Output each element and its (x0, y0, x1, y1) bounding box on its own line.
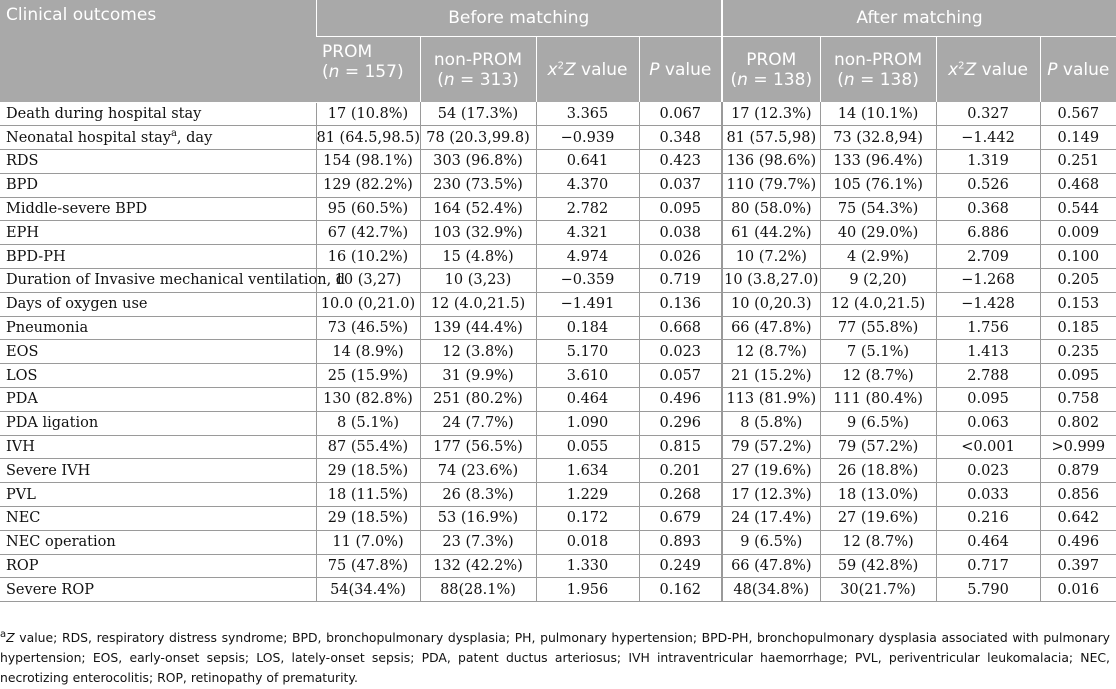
after-stat-cell: 0.526 (936, 173, 1040, 197)
after-prom-cell: 17 (12.3%) (722, 483, 820, 507)
outcome-label-cell (0, 578, 316, 602)
before-prom-cell: 17 (10.8%) (316, 102, 420, 126)
after-p-cell: 0.153 (1040, 292, 1116, 316)
after-prom-cell: 24 (17.4%) (722, 507, 820, 531)
after-stat-cell: <0.001 (936, 435, 1040, 459)
header-after-stat (936, 37, 1040, 103)
after-prom-cell: 12 (8.7%) (722, 340, 820, 364)
after-nonprom-cell: 4 (2.9%) (820, 245, 936, 269)
before-p-cell: 0.037 (639, 173, 722, 197)
after-prom-cell: 66 (47.8%) (722, 554, 820, 578)
before-p-cell: 0.719 (639, 269, 722, 293)
before-p-cell: 0.026 (639, 245, 722, 269)
outcome-label: Death during hospital stay (6, 105, 202, 122)
header-clinical-outcomes: Clinical outcomes (0, 0, 316, 102)
table-row (0, 173, 1116, 197)
before-nonprom-cell: 31 (9.9%) (420, 364, 536, 388)
after-stat-cell: −1.268 (936, 269, 1040, 293)
table-row (0, 459, 1116, 483)
after-nonprom-cell: 77 (55.8%) (820, 316, 936, 340)
table-body (0, 102, 1116, 602)
before-p-cell: 0.815 (639, 435, 722, 459)
after-prom-cell: 8 (5.8%) (722, 411, 820, 435)
before-stat-cell: 5.170 (536, 340, 639, 364)
before-prom-cell: 154 (98.1%) (316, 150, 420, 174)
outcome-label: RDS (6, 153, 39, 170)
after-p-cell: 0.100 (1040, 245, 1116, 269)
before-p-cell: 0.038 (639, 221, 722, 245)
after-stat-cell: 0.464 (936, 530, 1040, 554)
before-prom-cell: 10 (3,27) (316, 269, 420, 293)
outcome-label: PDA (6, 391, 38, 408)
after-prom-cell: 17 (12.3%) (722, 102, 820, 126)
value-word: value (664, 59, 712, 80)
table-row (0, 126, 1116, 150)
after-prom-cell: 79 (57.2%) (722, 435, 820, 459)
outcome-label-cell (0, 411, 316, 435)
before-stat-cell: 1.090 (536, 411, 639, 435)
before-nonprom-cell: 12 (4.0,21.5) (420, 292, 536, 316)
after-stat-cell: 2.788 (936, 364, 1040, 388)
table-footnote (0, 628, 1110, 688)
before-nonprom-cell: 132 (42.2%) (420, 554, 536, 578)
after-p-cell: 0.009 (1040, 221, 1116, 245)
outcome-label: LOS (6, 367, 38, 384)
after-prom-cell: 136 (98.6%) (722, 150, 820, 174)
after-stat-cell: 0.063 (936, 411, 1040, 435)
outcome-label-cell (0, 554, 316, 578)
outcome-label-cell (0, 340, 316, 364)
x-symbol: x (948, 59, 959, 80)
table-row (0, 150, 1116, 174)
before-nonprom-cell: 78 (20.3,99.8) (420, 126, 536, 150)
before-prom-cell: 67 (42.7%) (316, 221, 420, 245)
before-p-cell: 0.423 (639, 150, 722, 174)
table-row (0, 530, 1116, 554)
table-row (0, 435, 1116, 459)
after-nonprom-cell: 12 (4.0,21.5) (820, 292, 936, 316)
prom-label: PROM (322, 42, 373, 62)
outcome-label-cell (0, 435, 316, 459)
before-prom-cell: 29 (18.5%) (316, 507, 420, 531)
before-p-cell: 0.201 (639, 459, 722, 483)
before-prom-cell: 10.0 (0,21.0) (316, 292, 420, 316)
before-stat-cell: 0.184 (536, 316, 639, 340)
header-before-matching: Before matching (316, 0, 722, 37)
before-stat-cell: 0.641 (536, 150, 639, 174)
after-stat-cell: 6.886 (936, 221, 1040, 245)
table-row (0, 578, 1116, 602)
after-stat-cell: 0.717 (936, 554, 1040, 578)
before-nonprom-cell: 10 (3,23) (420, 269, 536, 293)
before-stat-cell: 4.321 (536, 221, 639, 245)
header-after-matching: After matching (722, 0, 1116, 37)
before-stat-cell: −0.939 (536, 126, 639, 150)
after-prom-cell: 10 (3.8,27.0) (722, 269, 820, 293)
outcome-label-cell (0, 245, 316, 269)
after-nonprom-cell: 18 (13.0%) (820, 483, 936, 507)
header-after-prom: PROM (n = 138) (722, 37, 820, 103)
before-nonprom-cell: 54 (17.3%) (420, 102, 536, 126)
after-stat-cell: 1.319 (936, 150, 1040, 174)
before-p-cell: 0.348 (639, 126, 722, 150)
n-value: 138 (772, 69, 806, 90)
before-nonprom-cell: 139 (44.4%) (420, 316, 536, 340)
before-p-cell: 0.679 (639, 507, 722, 531)
outcome-label: EOS (6, 343, 39, 360)
footnote-text: value; RDS, respiratory distress syndrome; BPD, bronchopulmonary dysplasia; PH, pulmonary hypertension; BPD-PH, bronchopulmonary dysplasia associated with pulmonary hypertension; EOS, early-onset sepsis; LOS, lately-onset sepsis; PDA, patent ductus arteriosus; IVH intraventricular haemorrhage; PVL, periventricular leukomalacia; NEC, necrotizing enterocolitis; ROP, retinopathy of prematurity. (0, 630, 1110, 685)
after-nonprom-cell: 12 (8.7%) (820, 364, 936, 388)
p-symbol: P (649, 59, 660, 80)
before-stat-cell: 4.974 (536, 245, 639, 269)
before-prom-cell: 29 (18.5%) (316, 459, 420, 483)
outcome-label-cell (0, 483, 316, 507)
after-p-cell: 0.251 (1040, 150, 1116, 174)
before-p-cell: 0.023 (639, 340, 722, 364)
before-prom-cell: 75 (47.8%) (316, 554, 420, 578)
before-p-cell: 0.249 (639, 554, 722, 578)
after-nonprom-cell: 27 (19.6%) (820, 507, 936, 531)
before-prom-cell: 25 (15.9%) (316, 364, 420, 388)
after-p-cell: 0.468 (1040, 173, 1116, 197)
before-stat-cell: −1.491 (536, 292, 639, 316)
before-prom-cell: 81 (64.5,98.5) (316, 126, 420, 150)
after-stat-cell: −1.442 (936, 126, 1040, 150)
before-nonprom-cell: 23 (7.3%) (420, 530, 536, 554)
outcome-label: BPD-PH (6, 248, 66, 265)
after-prom-cell: 81 (57.5,98) (722, 126, 820, 150)
after-p-cell: 0.235 (1040, 340, 1116, 364)
after-p-cell: >0.999 (1040, 435, 1116, 459)
table-row (0, 340, 1116, 364)
after-nonprom-cell: 111 (80.4%) (820, 388, 936, 412)
before-stat-cell: −0.359 (536, 269, 639, 293)
after-stat-cell: 2.709 (936, 245, 1040, 269)
before-p-cell: 0.095 (639, 197, 722, 221)
after-p-cell: 0.496 (1040, 530, 1116, 554)
p-symbol: P (1047, 59, 1058, 80)
before-nonprom-cell: 53 (16.9%) (420, 507, 536, 531)
after-nonprom-cell: 105 (76.1%) (820, 173, 936, 197)
table-row (0, 316, 1116, 340)
before-p-cell: 0.296 (639, 411, 722, 435)
outcome-label-cell (0, 173, 316, 197)
outcome-label-cell (0, 507, 316, 531)
header-after-p (1040, 37, 1116, 103)
before-stat-cell: 2.782 (536, 197, 639, 221)
outcome-label-cell (0, 102, 316, 126)
after-nonprom-cell: 9 (6.5%) (820, 411, 936, 435)
table-row (0, 269, 1116, 293)
outcome-label: ROP (6, 558, 39, 575)
after-prom-cell: 9 (6.5%) (722, 530, 820, 554)
after-nonprom-cell: 26 (18.8%) (820, 459, 936, 483)
outcome-label: BPD (6, 177, 39, 194)
after-prom-cell: 27 (19.6%) (722, 459, 820, 483)
outcome-label-cell (0, 269, 346, 293)
before-p-cell: 0.668 (639, 316, 722, 340)
after-nonprom-cell: 7 (5.1%) (820, 340, 936, 364)
x-sup: 2 (958, 59, 965, 71)
z-symbol: Z (964, 59, 977, 80)
n-symbol: n (328, 62, 340, 82)
header-row-groups (0, 0, 1116, 37)
table-row (0, 364, 1116, 388)
outcome-label: NEC (6, 510, 41, 527)
outcome-label: Neonatal hospital stay (6, 129, 171, 146)
before-stat-cell: 3.365 (536, 102, 639, 126)
after-prom-cell: 80 (58.0%) (722, 197, 820, 221)
before-nonprom-cell: 177 (56.5%) (420, 435, 536, 459)
footnote-z-symbol: Z (6, 630, 15, 645)
after-nonprom-cell: 9 (2,20) (820, 269, 936, 293)
outcome-label: Middle-severe BPD (6, 201, 148, 218)
after-prom-cell: 10 (0,20.3) (722, 292, 820, 316)
x-sup: 2 (557, 59, 564, 71)
table-row (0, 221, 1116, 245)
nonprom-label: non-PROM (833, 49, 923, 70)
after-prom-cell: 21 (15.2%) (722, 364, 820, 388)
before-prom-cell: 130 (82.8%) (316, 388, 420, 412)
before-prom-cell: 95 (60.5%) (316, 197, 420, 221)
before-p-cell: 0.057 (639, 364, 722, 388)
after-p-cell: 0.095 (1040, 364, 1116, 388)
after-nonprom-cell: 133 (96.4%) (820, 150, 936, 174)
before-stat-cell: 0.018 (536, 530, 639, 554)
before-stat-cell: 0.172 (536, 507, 639, 531)
before-stat-cell: 1.330 (536, 554, 639, 578)
before-stat-cell: 1.229 (536, 483, 639, 507)
header-before-p (639, 37, 722, 103)
before-prom-cell: 73 (46.5%) (316, 316, 420, 340)
value-word: value (981, 59, 1029, 80)
outcome-label-cell (0, 221, 316, 245)
before-prom-cell: 18 (11.5%) (316, 483, 420, 507)
table-row (0, 388, 1116, 412)
after-prom-cell: 110 (79.7%) (722, 173, 820, 197)
x-symbol: x (547, 59, 558, 80)
after-nonprom-cell: 59 (42.8%) (820, 554, 936, 578)
outcome-label-cell (0, 197, 316, 221)
after-prom-cell: 48(34.8%) (722, 578, 820, 602)
after-p-cell: 0.879 (1040, 459, 1116, 483)
before-nonprom-cell: 251 (80.2%) (420, 388, 536, 412)
before-prom-cell: 11 (7.0%) (316, 530, 420, 554)
table-row (0, 507, 1116, 531)
after-prom-cell: 113 (81.9%) (722, 388, 820, 412)
after-p-cell: 0.802 (1040, 411, 1116, 435)
outcome-label-cell (0, 459, 316, 483)
value-word: value (1062, 59, 1110, 80)
header-before-stat (536, 37, 639, 103)
table-row (0, 554, 1116, 578)
before-nonprom-cell: 12 (3.8%) (420, 340, 536, 364)
outcome-label-suffix: , day (176, 129, 213, 146)
after-prom-cell: 10 (7.2%) (722, 245, 820, 269)
outcome-label: EPH (6, 224, 39, 241)
outcome-label-cell (0, 150, 316, 174)
before-stat-cell: 1.634 (536, 459, 639, 483)
after-nonprom-cell: 79 (57.2%) (820, 435, 936, 459)
after-prom-cell: 61 (44.2%) (722, 221, 820, 245)
before-prom-cell: 8 (5.1%) (316, 411, 420, 435)
header-before-prom: PROM (n = 157) (316, 37, 420, 103)
after-stat-cell: 1.413 (936, 340, 1040, 364)
after-p-cell: 0.856 (1040, 483, 1116, 507)
after-stat-cell: 0.023 (936, 459, 1040, 483)
before-prom-cell: 14 (8.9%) (316, 340, 420, 364)
outcome-label-cell (0, 316, 316, 340)
after-stat-cell: 0.327 (936, 102, 1040, 126)
header-before-nonprom: non-PROM (n = 313) (420, 37, 536, 103)
n-value: 138 (879, 69, 913, 90)
after-p-cell: 0.149 (1040, 126, 1116, 150)
prom-label: PROM (746, 49, 797, 70)
before-p-cell: 0.136 (639, 292, 722, 316)
after-nonprom-cell: 30(21.7%) (820, 578, 936, 602)
after-p-cell: 0.185 (1040, 316, 1116, 340)
outcome-label: Severe ROP (6, 581, 94, 598)
after-nonprom-cell: 73 (32.8,94) (820, 126, 936, 150)
outcome-label: Severe IVH (6, 462, 91, 479)
before-prom-cell: 16 (10.2%) (316, 245, 420, 269)
n-symbol: n (843, 69, 855, 90)
z-symbol: Z (563, 59, 576, 80)
table-row (0, 197, 1116, 221)
after-p-cell: 0.205 (1040, 269, 1116, 293)
n-symbol: n (443, 69, 455, 90)
n-symbol: n (737, 69, 748, 90)
before-nonprom-cell: 103 (32.9%) (420, 221, 536, 245)
after-p-cell: 0.544 (1040, 197, 1116, 221)
outcome-label: Days of oxygen use (6, 296, 148, 313)
n-value: 157 (364, 62, 397, 82)
before-nonprom-cell: 88(28.1%) (420, 578, 536, 602)
table-row (0, 102, 1116, 126)
before-p-cell: 0.268 (639, 483, 722, 507)
outcome-label: Pneumonia (6, 320, 89, 337)
before-prom-cell: 129 (82.2%) (316, 173, 420, 197)
outcome-label-cell (0, 364, 316, 388)
after-nonprom-cell: 40 (29.0%) (820, 221, 936, 245)
before-nonprom-cell: 303 (96.8%) (420, 150, 536, 174)
before-stat-cell: 3.610 (536, 364, 639, 388)
outcome-label: IVH (6, 439, 35, 456)
before-prom-cell: 54(34.4%) (316, 578, 420, 602)
outcome-label: Duration of Invasive mechanical ventilation, d (6, 272, 346, 289)
n-value: 313 (479, 69, 513, 90)
after-p-cell: 0.567 (1040, 102, 1116, 126)
outcome-label: PDA ligation (6, 415, 99, 432)
outcome-label-cell (0, 388, 316, 412)
after-stat-cell: 0.216 (936, 507, 1040, 531)
after-stat-cell: 5.790 (936, 578, 1040, 602)
table-row (0, 483, 1116, 507)
table-row (0, 292, 1116, 316)
value-word: value (581, 59, 628, 80)
after-stat-cell: −1.428 (936, 292, 1040, 316)
after-nonprom-cell: 12 (8.7%) (820, 530, 936, 554)
before-p-cell: 0.496 (639, 388, 722, 412)
before-stat-cell: 0.464 (536, 388, 639, 412)
outcome-label-cell (0, 126, 316, 150)
footnote-marker: a (0, 628, 7, 640)
after-p-cell: 0.397 (1040, 554, 1116, 578)
table-row (0, 245, 1116, 269)
before-p-cell: 0.893 (639, 530, 722, 554)
after-p-cell: 0.016 (1040, 578, 1116, 602)
before-nonprom-cell: 230 (73.5%) (420, 173, 536, 197)
before-stat-cell: 1.956 (536, 578, 639, 602)
before-nonprom-cell: 26 (8.3%) (420, 483, 536, 507)
after-stat-cell: 0.368 (936, 197, 1040, 221)
nonprom-label: non-PROM (433, 49, 523, 70)
after-p-cell: 0.642 (1040, 507, 1116, 531)
outcome-label-sup: a (170, 127, 177, 139)
before-prom-cell: 87 (55.4%) (316, 435, 420, 459)
header-after-nonprom: non-PROM (n = 138) (820, 37, 936, 103)
before-nonprom-cell: 15 (4.8%) (420, 245, 536, 269)
outcome-label: PVL (6, 486, 36, 503)
before-p-cell: 0.162 (639, 578, 722, 602)
after-p-cell: 0.758 (1040, 388, 1116, 412)
after-stat-cell: 1.756 (936, 316, 1040, 340)
after-nonprom-cell: 14 (10.1%) (820, 102, 936, 126)
outcome-label-cell (0, 530, 316, 554)
before-nonprom-cell: 164 (52.4%) (420, 197, 536, 221)
after-prom-cell: 66 (47.8%) (722, 316, 820, 340)
after-stat-cell: 0.033 (936, 483, 1040, 507)
after-nonprom-cell: 75 (54.3%) (820, 197, 936, 221)
before-stat-cell: 4.370 (536, 173, 639, 197)
outcome-label-cell (0, 292, 316, 316)
before-nonprom-cell: 24 (7.7%) (420, 411, 536, 435)
before-p-cell: 0.067 (639, 102, 722, 126)
before-stat-cell: 0.055 (536, 435, 639, 459)
outcome-label: NEC operation (6, 534, 116, 551)
table-row (0, 411, 1116, 435)
before-nonprom-cell: 74 (23.6%) (420, 459, 536, 483)
after-stat-cell: 0.095 (936, 388, 1040, 412)
